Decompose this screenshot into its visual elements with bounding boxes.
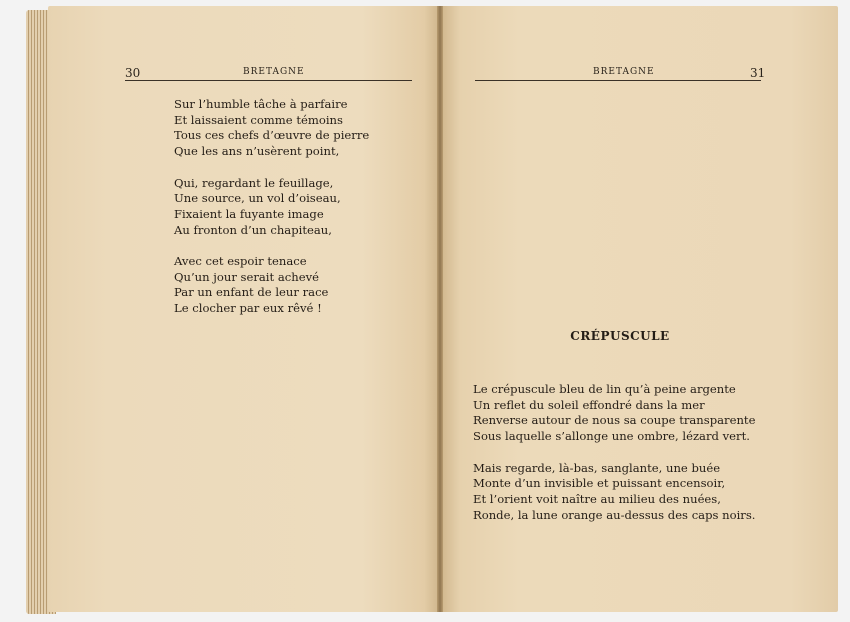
left-header-rule xyxy=(125,80,412,81)
verse-line: Le crépuscule bleu de lin qu’à peine argente xyxy=(473,382,736,396)
right-running-head: BRETAGNE xyxy=(593,67,655,77)
verse-line: Qu’un jour serait achevé xyxy=(174,269,320,284)
verse-line: Le clocher par eux rêvé ! xyxy=(174,301,322,316)
stanza xyxy=(174,254,369,317)
book-gutter xyxy=(437,6,443,612)
poem-title: CRÉPUSCULE xyxy=(570,329,670,343)
verse-line: Par un enfant de leur race xyxy=(174,285,329,300)
stanza xyxy=(174,176,369,239)
verse-line: Mais regarde, là-bas, sanglante, une buée xyxy=(473,460,721,475)
verse-line: Une source, un vol d’oiseau, xyxy=(174,191,341,206)
verse-line: Un reflet du soleil effondré dans la mer xyxy=(473,397,705,412)
verse-line: Sous laquelle s’allonge une ombre, lézard vert. xyxy=(473,429,750,444)
verse-line: Et l’orient voit naître au milieu des nuées, xyxy=(473,491,721,506)
verse-line: Renverse autour de nous sa coupe transparente xyxy=(473,413,756,428)
verse-line: Tous ces chefs d’œuvre de pierre xyxy=(174,128,370,143)
right-page-number: 31 xyxy=(750,66,766,80)
verse-line: Que les ans n’usèrent point, xyxy=(174,144,340,159)
verse-line: Qui, regardant le feuillage, xyxy=(174,175,334,190)
verse-line: Monte d’un invisible et puissant encensoir, xyxy=(473,476,726,491)
right-poem xyxy=(473,382,756,539)
stanza xyxy=(473,461,756,524)
stanza xyxy=(174,97,369,160)
right-header-rule xyxy=(475,80,761,81)
verse-line: Et laissaient comme témoins xyxy=(174,112,343,127)
left-running-head: BRETAGNE xyxy=(243,67,305,77)
stanza xyxy=(473,382,756,445)
verse-line: Ronde, la lune orange au-dessus des caps noirs. xyxy=(473,507,756,522)
verse-line: Fixaient la fuyante image xyxy=(174,206,324,221)
verse-line: Sur l’humble tâche à parfaire xyxy=(174,97,348,111)
verse-line: Avec cet espoir tenace xyxy=(174,254,307,268)
verse-line: Au fronton d’un chapiteau, xyxy=(174,222,332,237)
left-poem xyxy=(174,97,369,333)
left-page-number: 30 xyxy=(125,66,141,80)
